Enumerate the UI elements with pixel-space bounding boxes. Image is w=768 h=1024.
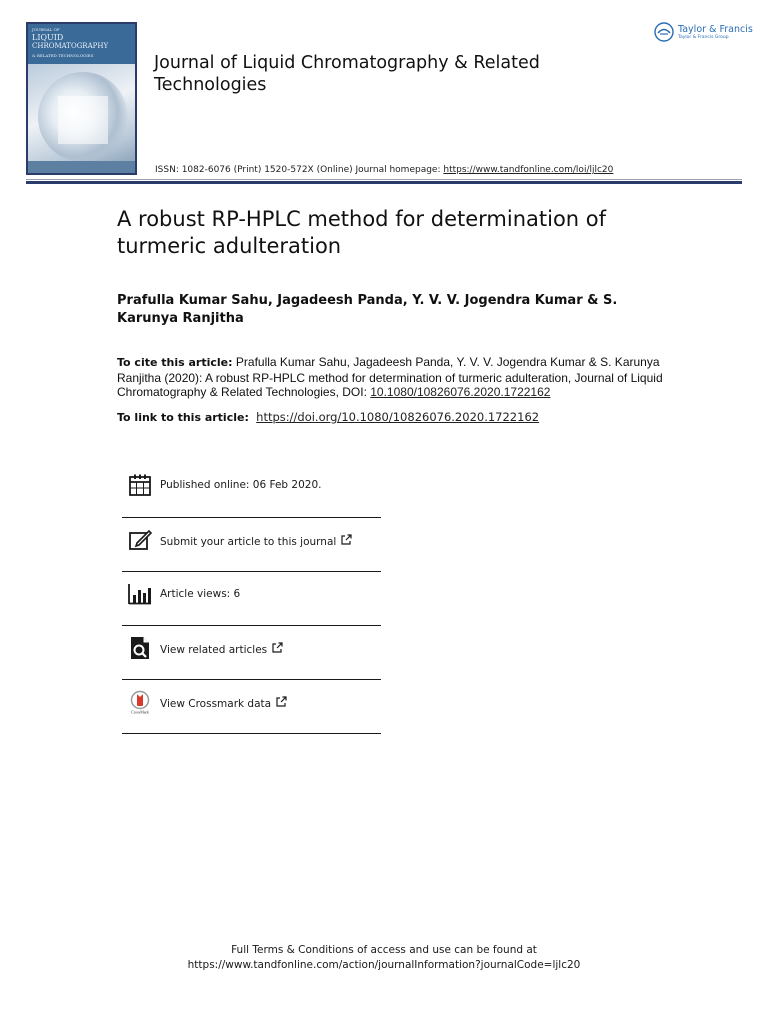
calendar-icon bbox=[128, 473, 152, 497]
footer-line-1: Full Terms & Conditions of access and use can be found at bbox=[231, 944, 537, 956]
submit-article-label: Submit your article to this journal bbox=[160, 536, 337, 548]
cite-text: Prafulla Kumar Sahu, Jagadeesh Panda, Y. V. V. Jogendra Kumar & S. Karunya Ranjitha (2020): A robust RP-HPLC method for determination of turmeric adulteration, Journal of Liquid Chromatography & Related Technologies, DOI: bbox=[117, 355, 663, 399]
related-articles-label: View related articles bbox=[160, 644, 268, 656]
publisher-logo[interactable] bbox=[654, 22, 754, 48]
article-views-item bbox=[122, 572, 381, 626]
footer-terms-url[interactable]: https://www.tandfonline.com/action/journalInformation?journalCode=ljlc20 bbox=[187, 959, 581, 971]
publisher-group: Taylor & Francis Group bbox=[678, 35, 729, 40]
submit-article-link[interactable] bbox=[160, 534, 352, 548]
submit-article-item[interactable] bbox=[122, 518, 381, 572]
article-meta-list bbox=[122, 463, 381, 734]
taylor-francis-logo-icon bbox=[654, 22, 674, 42]
header-rule-thin bbox=[26, 179, 742, 180]
journal-title: Journal of Liquid Chromatography & Related Technologies bbox=[154, 53, 540, 95]
citation-block bbox=[117, 355, 677, 400]
external-link-icon bbox=[275, 696, 287, 708]
edit-icon bbox=[128, 528, 152, 552]
published-online-text: Published online: 06 Feb 2020. bbox=[160, 479, 322, 491]
published-online-item bbox=[122, 463, 381, 518]
article-link-line bbox=[117, 410, 677, 424]
footer-terms bbox=[0, 943, 768, 973]
related-articles-link[interactable] bbox=[160, 642, 283, 656]
article-title: A robust RP-HPLC method for determination of turmeric adulteration bbox=[117, 207, 607, 258]
journal-homepage-link[interactable]: https://www.tandfonline.com/loi/ljlc20 bbox=[443, 165, 614, 175]
article-doi-url-link[interactable]: https://doi.org/10.1080/10826076.2020.1722162 bbox=[256, 410, 540, 424]
publisher-name: Taylor & Francis bbox=[678, 24, 753, 35]
crossmark-label: View Crossmark data bbox=[160, 698, 272, 710]
cover-line-2: LIQUID bbox=[32, 33, 64, 42]
link-label: To link to this article: bbox=[117, 411, 249, 424]
crossmark-item[interactable] bbox=[122, 680, 381, 734]
related-articles-search-icon bbox=[128, 636, 152, 660]
issn-line bbox=[155, 165, 613, 175]
cover-line-4: & RELATED TECHNOLOGIES bbox=[32, 53, 94, 58]
crossmark-icon-label: CrossMark bbox=[131, 709, 149, 714]
crossmark-link[interactable] bbox=[160, 696, 287, 710]
doi-link[interactable]: 10.1080/10826076.2020.1722162 bbox=[370, 385, 551, 399]
cover-line-3: CHROMATOGRAPHY bbox=[32, 42, 109, 50]
issn-text: ISSN: 1082-6076 (Print) 1520-572X (Online) Journal homepage: bbox=[155, 165, 444, 175]
article-authors: Prafulla Kumar Sahu, Jagadeesh Panda, Y. V. V. Jogendra Kumar & S. Karunya Ranjitha bbox=[117, 293, 618, 326]
cite-label: To cite this article: bbox=[117, 356, 233, 369]
cover-line-1: JOURNAL OF bbox=[32, 27, 60, 32]
cover-text-panel bbox=[58, 96, 108, 144]
external-link-icon bbox=[271, 642, 283, 654]
external-link-icon bbox=[340, 534, 352, 546]
article-views-text: Article views: 6 bbox=[160, 588, 241, 600]
related-articles-item[interactable] bbox=[122, 626, 381, 680]
header-rule-thick bbox=[26, 181, 742, 184]
cover-footer-band bbox=[28, 161, 135, 173]
crossmark-icon bbox=[128, 690, 152, 714]
bar-chart-icon bbox=[128, 582, 152, 606]
journal-cover-image bbox=[26, 22, 137, 175]
